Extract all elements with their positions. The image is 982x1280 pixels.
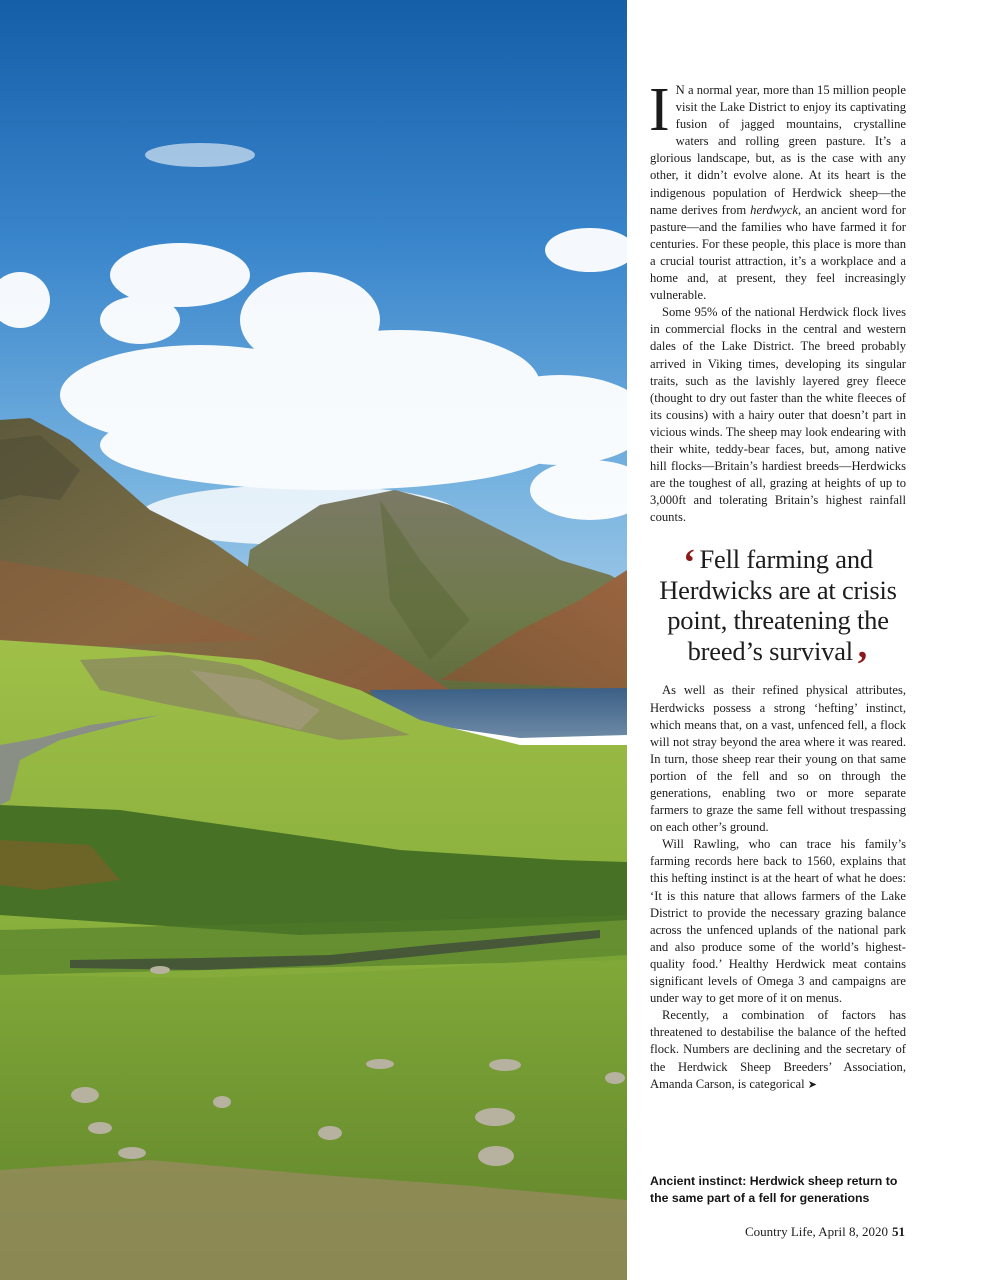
page-number: 51 — [892, 1224, 905, 1239]
paragraph-1-italic: herdwyck — [750, 202, 798, 217]
close-quote-mark: ’ — [855, 643, 869, 686]
publication-date: Country Life, April 8, 2020 — [745, 1224, 888, 1239]
paragraph-4: Will Rawling, who can trace his family’s farming records here back to 1560, explains that this hefting instinct is at the heart of what he does: ‘It is this nature that allows farmers of the Lake District to provide the necessary grazing balance across the unfenced uplands of the national park and also produce some of the world’s highest-quality food.’ Healthy Herdwick meat contains significant levels of Omega 3 and campaigns are under way to get more of it on menus. — [650, 837, 906, 1006]
page-footer — [745, 1224, 905, 1240]
continue-arrow-icon: ➤ — [807, 1077, 817, 1091]
paragraph-1-text-b: , an ancient word for pasture—and the families who have farmed it for centuries. For these people, this place is more than a crucial tourist attraction, it’s a workplace and a home and, at present, they feel increasingly vulnerable. — [650, 202, 906, 303]
photo-caption: Ancient instinct: Herdwick sheep return to the same part of a fell for generations — [650, 1174, 898, 1205]
drop-cap: I — [649, 76, 670, 144]
open-quote-mark: ‘ — [683, 542, 696, 585]
paragraph-1-text-a: N a normal year, more than 15 million people visit the Lake District to enjoy its captivating fusion of jagged mountains, crystalline waters and rolling green pasture. It’s a glorious landscape, but, as is the case with any other, it didn’t evolve alone. At its heart is the indigenous population of Herdwick sheep—the name derives from — [650, 83, 906, 217]
paragraph-1 — [649, 76, 906, 304]
paragraph-3: As well as their refined physical attributes, Herdwicks possess a strong ‘hefting’ instinct, which means that, on a vast, unfenced fell, a flock will not stray beyond the area where it was reared. In turn, those sheep rear their young on that same portion of the fell and so on through the generations, enabling two or more separate farmers to graze the same fell without trespassing on each other’s ground. — [650, 683, 906, 835]
pull-quote-text: Fell farming and Herdwicks are at crisis point, threatening the breed’s survival — [659, 544, 897, 666]
paragraph-5-text: Recently, a combination of factors has threatened to destabilise the balance of the hefted flock. Numbers are declining and the secretary of the Herdwick Sheep Breeders’ Association, Amanda Carson, is categorical — [650, 1008, 906, 1091]
paragraph-2: Some 95% of the national Herdwick flock lives in commercial flocks in the central and western dales of the Lake District. The breed probably arrived in Viking times, developing its singular traits, such as the lavishly layered grey fleece (thought to dry out faster than the white fleeces of its cousins) with a hairy outer that doesn’t part in vicious winds. The sheep may look endearing with their white, teddy-bear faces, but, among native hill flocks—Britain’s hardiest breeds—Herdwicks are the toughest of all, grazing at heights of up to 3,000ft and tolerating Britain’s highest rainfall counts. — [650, 305, 906, 525]
paragraph-5 — [650, 1007, 906, 1092]
pull-quote — [646, 542, 910, 686]
article-body — [649, 76, 906, 1093]
